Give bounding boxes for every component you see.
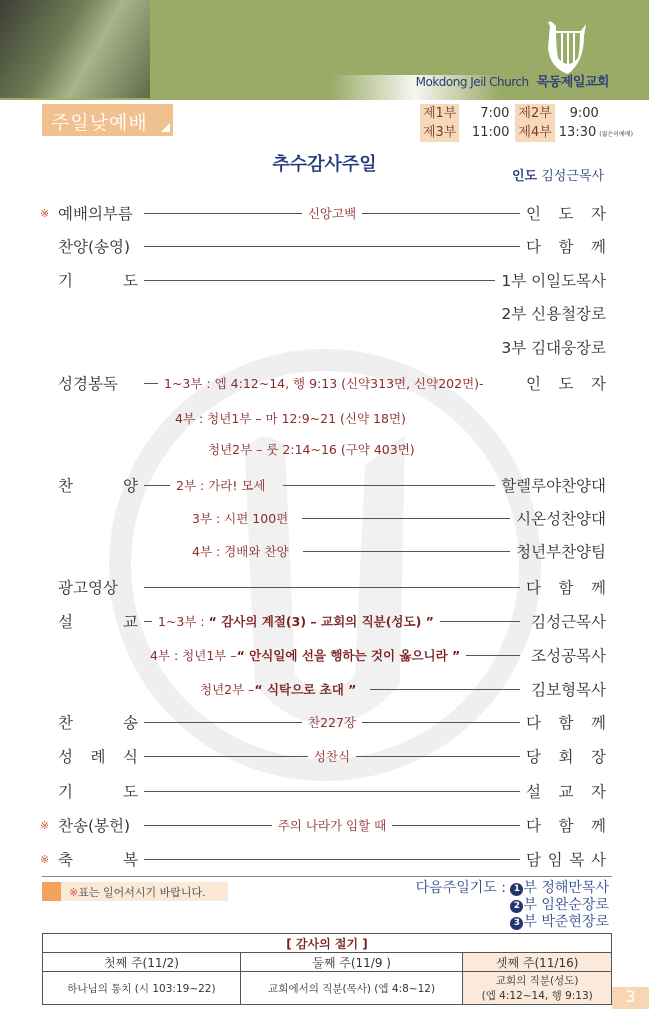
praying-hands-photo: [0, 0, 150, 98]
order-row: 4부 : 경배와 찬양 청년부찬양팀: [192, 543, 606, 561]
order-row: 3부 : 시편 100편 시온성찬양대: [192, 510, 606, 528]
sunday-theme: 추수감사주일: [272, 154, 377, 175]
order-row: 성 례 식 성찬식 당 회 장: [58, 748, 607, 766]
order-row: 3부 김대웅장로: [501, 339, 606, 357]
thanksgiving-season-table: [ 감사의 절기 ] 첫째 주(11/2) 둘째 주(11/9 ) 셋째 주(11/16) 하나님의 통치 (시 103:19~22) 교회에서의 직분(목사) (엡 4:8~12) 교회의 직분(성도) (엡 4:12~14, 행 9:13): [42, 933, 612, 1005]
order-row: 청년2부 – 룻 2:14~16 (구약 403면): [208, 442, 415, 457]
order-row: ※ 찬송(봉헌) 주의 나라가 임할 때 다 함 께: [40, 817, 606, 835]
order-row: 찬 양 2부 : 가라! 모세 할렐루야찬양대: [58, 477, 606, 495]
order-row: 청년2부 –“ 식탁으로 초대 ” 김보형목사: [200, 681, 606, 699]
order-row: 찬양(송영) 다 함 께: [58, 238, 606, 256]
service-title-badge: 주일낮예배: [42, 104, 173, 136]
order-row: 기 도 1부 이일도목사: [58, 272, 606, 290]
order-row: 4부 : 청년1부 –“ 안식일에 선을 행하는 것이 옳으니라 ” 조성공목사: [150, 647, 606, 665]
header-banner: [0, 0, 649, 100]
order-row: ※ 예배의부름 신앙고백 인 도 자: [40, 205, 606, 223]
order-row: 2부 신용철장로: [501, 305, 606, 323]
next-week-prayer: 다음주일기도 : 1 부 정해만목사 2 부 임완순장로 3 부 박준현장로: [415, 880, 609, 930]
page-number: 3: [612, 987, 649, 1009]
service-times: 제1부 7:00 제2부 9:00 제3부 11:00 제4부 13:30 (젊은이예배): [420, 104, 633, 144]
order-row: 찬 송 찬227장 다 함 께: [58, 714, 607, 732]
church-name: Mokdong Jeil Church 목동제일교회: [415, 75, 609, 90]
order-row: 기 도 설 교 자: [58, 783, 606, 801]
order-row: ※ 축 복 담 임 목 사: [40, 851, 606, 869]
order-row: 설 교 1~3부 : “ 감사의 계절(3) – 교회의 직분(성도) ” 김성근목사: [58, 613, 606, 631]
order-row: 4부 : 청년1부 – 마 12:9~21 (신약 18면): [175, 411, 406, 426]
lyre-dove-logo: [540, 18, 596, 78]
worship-leader: 인도 김성근목사: [511, 169, 604, 184]
divider: [42, 876, 612, 877]
order-row: 광고영상 다 함 께: [58, 579, 606, 597]
order-row: 성경봉독 1~3부 : 엡 4:12~14, 행 9:13 (신약313면, 신약202면)- 인 도 자: [58, 375, 606, 393]
standing-note: ※표는 일어서시기 바랍니다.: [42, 882, 228, 901]
